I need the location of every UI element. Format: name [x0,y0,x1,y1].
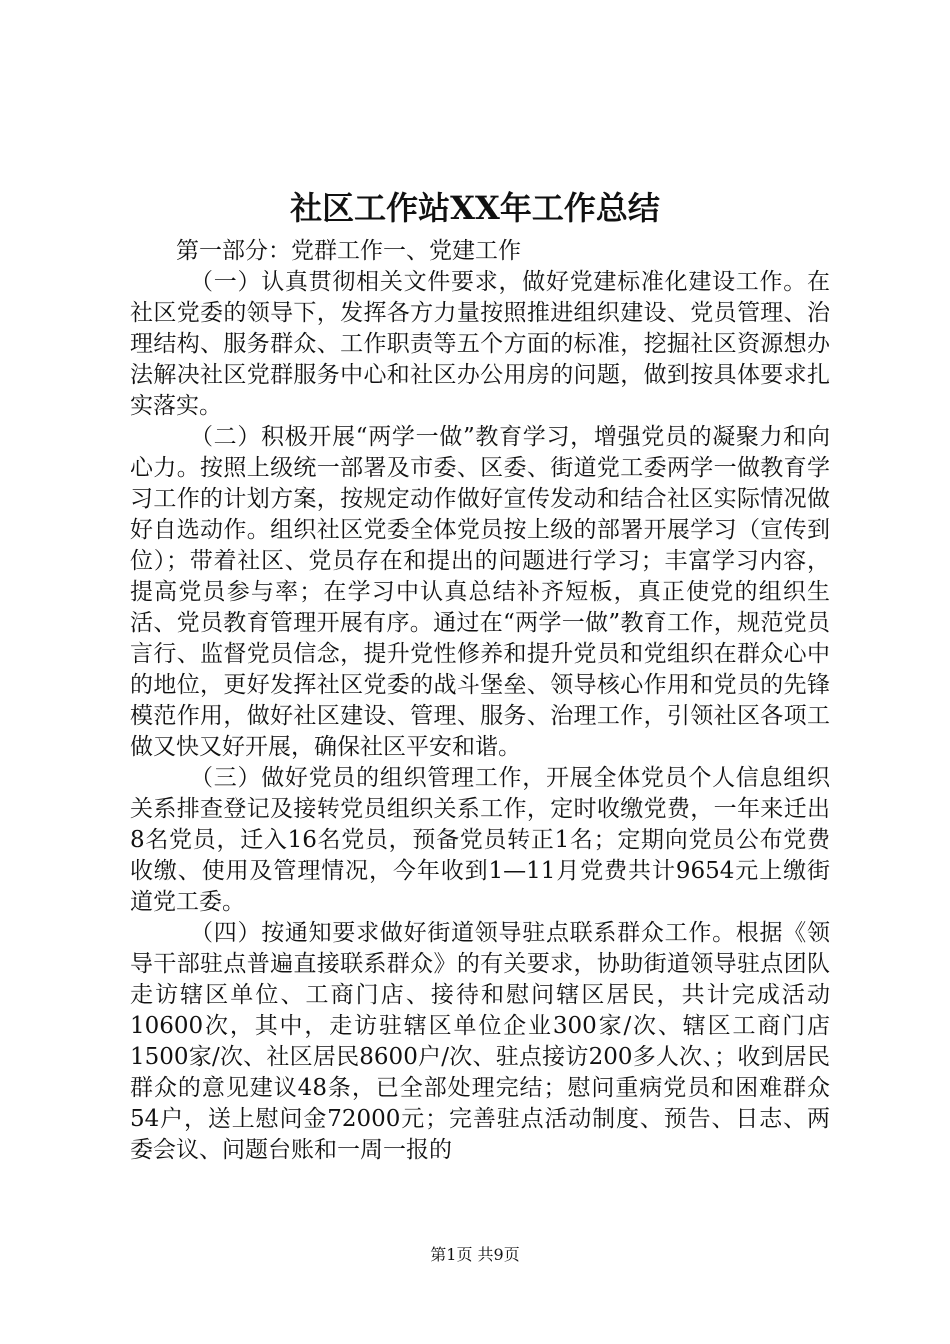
paragraph-3: （三）做好党员的组织管理工作，开展全体党员个人信息组织关系排查登记及接转党员组织关系工作，定时收缴党费，一年来迁出8名党员，迁入16名党员，预备党员转正1名；定期向党员公布党费收缴、使用及管理情况，今年收到1—11月党费共计9654元上缴街道党工委。 [130,765,830,915]
paragraph-1: （一）认真贯彻相关文件要求，做好党建标准化建设工作。在社区党委的领导下，发挥各方力量按照推进组织建设、党员管理、治理结构、服务群众、工作职责等五个方面的标准，挖掘社区资源想办法解决社区党群服务中心和社区办公用房的问题，做到按具体要求扎实落实。 [130,269,830,419]
document-body [130,236,830,1166]
paragraph-2: （二）积极开展“两学一做”教育学习，增强党员的凝聚力和向心力。按照上级统一部署及市委、区委、街道党工委两学一做教育学习工作的计划方案，按规定动作做好宣传发动和结合社区实际情况做好自选动作。组织社区党委全体党员按上级的部署开展学习（宣传到位）；带着社区、党员存在和提出的问题进行学习；丰富学习内容，提高党员参与率；在学习中认真总结补齐短板，真正使党的组织生活、党员教育管理开展有序。通过在“两学一做”教育工作，规范党员言行、监督党员信念，提升党性修养和提升党员和党组织在群众心中的地位，更好发挥社区党委的战斗堡垒、领导核心作用和党员的先锋模范作用，做好社区建设、管理、服务、治理工作，引领社区各项工做又快又好开展，确保社区平安和谐。 [130,424,830,760]
paragraph-4: （四）按通知要求做好街道领导驻点联系群众工作。根据《领导干部驻点普遍直接联系群众》的有关要求，协助街道领导驻点团队走访辖区单位、工商门店、接待和慰问辖区居民，共计完成活动10600次，其中，走访驻辖区单位企业300家/次、辖区工商门店1500家/次、社区居民8600户/次、驻点接访200多人次、；收到居民群众的意见建议48条，已全部处理完结；慰问重病党员和困难群众54户，送上慰问金72000元；完善驻点活动制度、预告、日志、两委会议、问题台账和一周一报的 [130,920,830,1163]
document-title: 社区工作站XX年工作总结 [290,189,660,227]
page-footer: 第1页 共9页 [430,1245,520,1264]
section-heading: 第一部分：党群工作一、党建工作 [176,238,521,264]
